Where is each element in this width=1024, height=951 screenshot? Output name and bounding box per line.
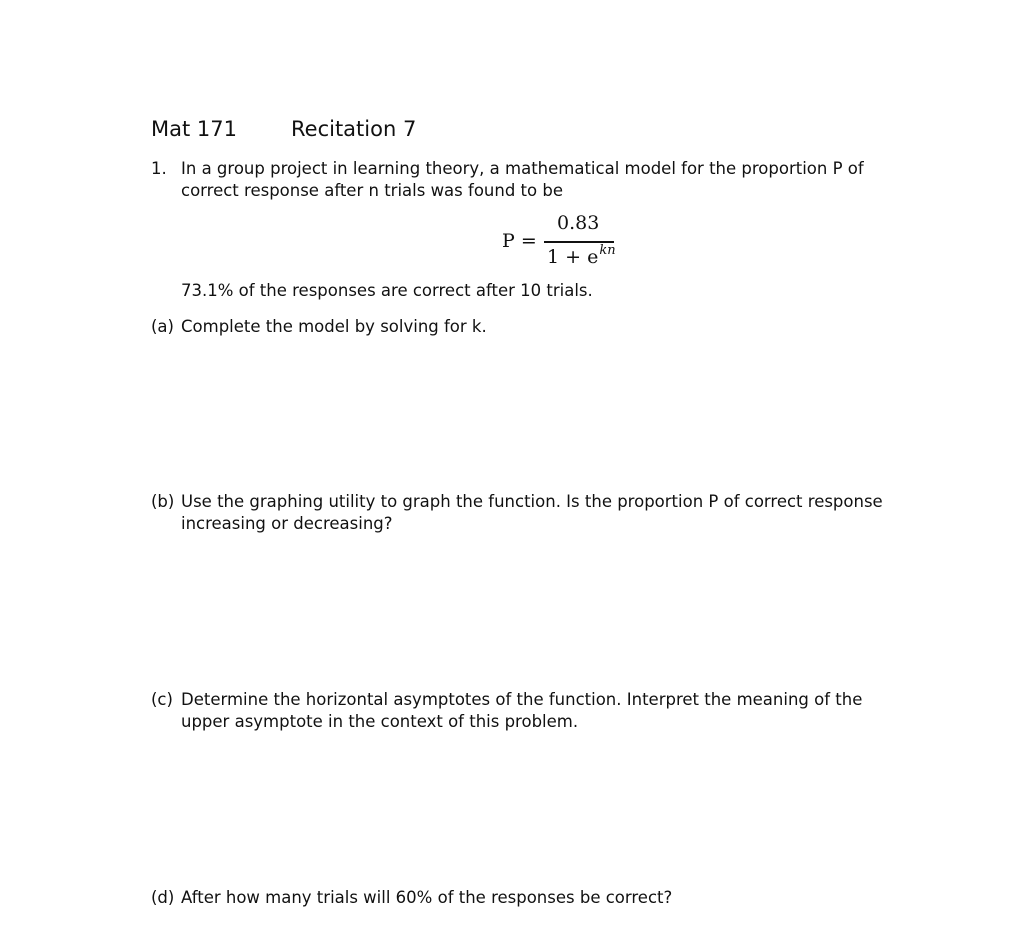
part-text: After how many trials will 60% of the responses be correct? <box>181 888 673 907</box>
problem-text: In a group project in learning theory, a mathematical model for the proportion P of correct response after n trials was found to be <box>181 159 864 200</box>
page-title: Recitation 7 <box>291 117 417 141</box>
part-text: Use the graphing utility to graph the function. Is the proportion P of correct response increasing or decreasing? <box>181 492 883 533</box>
part-text: Complete the model by solving for k. <box>181 317 487 336</box>
denominator-exponent: kn <box>599 243 616 258</box>
course-code: Mat 171 <box>151 117 237 141</box>
part-label: (c) <box>151 690 173 709</box>
part-text: Determine the horizontal asymptotes of the function. Interpret the meaning of the upper asymptote in the context of this problem. <box>181 690 863 731</box>
model-formula <box>502 212 622 272</box>
problem-number: 1. <box>151 159 167 178</box>
given-statement: 73.1% of the responses are correct after 10 trials. <box>181 281 593 300</box>
part-label: (b) <box>151 492 175 511</box>
formula-denominator <box>547 243 616 268</box>
part-label: (a) <box>151 317 174 336</box>
part-label: (d) <box>151 888 175 907</box>
formula-lhs: P = <box>502 230 537 252</box>
formula-numerator: 0.83 <box>557 212 600 234</box>
denominator-base: 1 + e <box>547 246 599 268</box>
